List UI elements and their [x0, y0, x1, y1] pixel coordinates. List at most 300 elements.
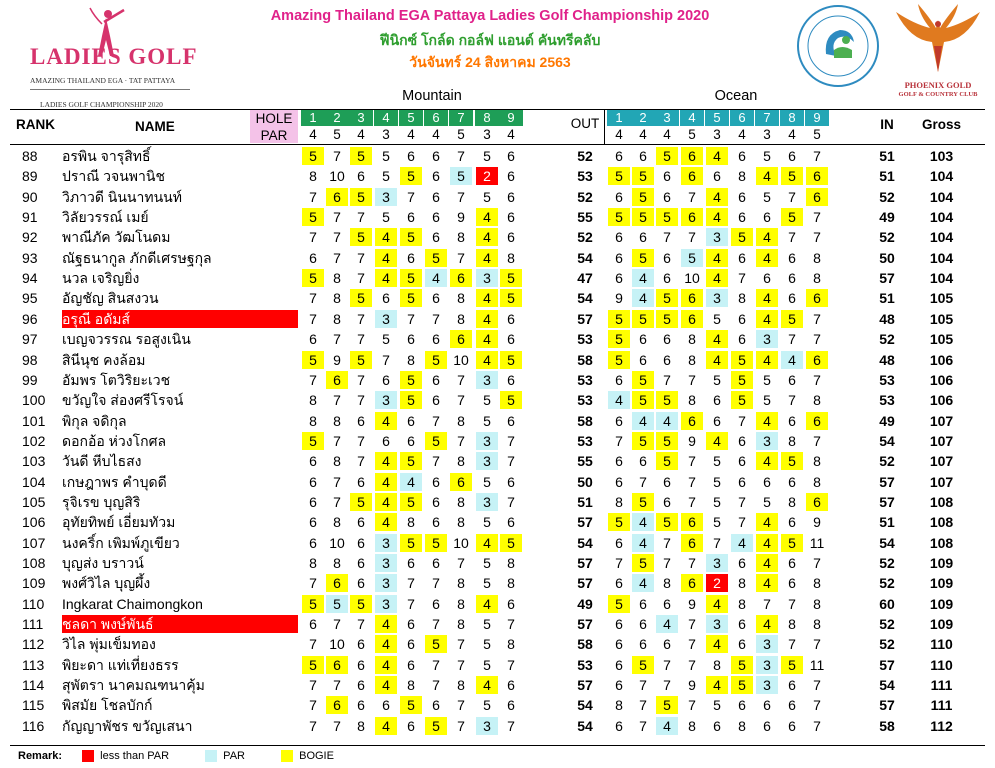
- score-back-hole-1: 8: [615, 697, 623, 714]
- score-front-hole-3: 6: [357, 575, 365, 592]
- score-front-hole-1: 6: [309, 249, 317, 266]
- player-name: เกษฎาพร คำบุดดี: [62, 473, 167, 490]
- score-front-hole-2: 7: [333, 392, 341, 409]
- score-front-hole-6: 6: [432, 473, 440, 490]
- score-front-hole-1: 5: [302, 432, 324, 450]
- score-front-hole-7: 6: [450, 330, 472, 348]
- in-total: 51: [879, 148, 895, 164]
- score-back-hole-8: 6: [788, 148, 796, 164]
- gross-total: 104: [929, 229, 954, 246]
- score-back-hole-5: 6: [713, 168, 721, 185]
- par-back: 3: [713, 127, 721, 142]
- score-back-hole-1: 6: [615, 229, 623, 246]
- gross-total: 110: [930, 636, 953, 653]
- score-back-hole-3: 5: [656, 310, 678, 328]
- score-back-hole-7: 4: [756, 554, 778, 572]
- gross-total: 109: [929, 555, 954, 571]
- score-back-hole-7: 3: [756, 656, 778, 674]
- player-name: อรุณี อดัมส์: [62, 310, 298, 328]
- gross-total: 111: [930, 697, 953, 714]
- score-back-hole-3: 5: [656, 147, 678, 165]
- score-back-hole-1: 6: [615, 677, 623, 694]
- score-front-hole-1: 6: [309, 534, 317, 551]
- score-front-hole-4: 5: [382, 331, 390, 348]
- rank-cell: 115: [22, 697, 45, 714]
- gross-total: 105: [929, 290, 954, 307]
- score-back-hole-6: 7: [738, 514, 746, 531]
- score-back-hole-2: 4: [632, 289, 654, 307]
- score-front-hole-5: 5: [400, 167, 422, 185]
- rank-cell: 112: [22, 636, 45, 653]
- gross-total: 112: [930, 717, 953, 734]
- score-front-hole-8: 5: [483, 392, 491, 409]
- table-top-rule: [10, 109, 985, 110]
- score-front-hole-9: 8: [507, 636, 515, 653]
- score-back-hole-2: 5: [632, 188, 654, 206]
- score-back-hole-9: 7: [813, 677, 821, 694]
- score-front-hole-7: 8: [457, 412, 465, 429]
- score-front-hole-6: 5: [425, 717, 447, 735]
- phoenix-gold-logo: [890, 2, 986, 102]
- score-back-hole-3: 4: [656, 717, 678, 735]
- score-back-hole-9: 7: [813, 148, 821, 164]
- score-back-hole-2: 6: [639, 148, 647, 164]
- score-front-hole-3: 7: [357, 616, 365, 633]
- score-front-hole-6: 6: [432, 392, 440, 409]
- score-back-hole-9: 7: [813, 371, 821, 388]
- score-back-hole-3: 7: [663, 656, 671, 673]
- score-back-hole-9: 7: [813, 432, 821, 449]
- score-back-hole-4: 7: [688, 371, 696, 388]
- score-back-hole-2: 6: [639, 616, 647, 633]
- score-front-hole-2: 10: [329, 534, 345, 551]
- score-back-hole-4: 9: [688, 677, 696, 694]
- score-back-hole-4: 6: [681, 289, 703, 307]
- score-back-hole-8: 6: [788, 371, 796, 388]
- score-front-hole-9: 6: [507, 412, 515, 429]
- score-back-hole-4: 6: [681, 513, 703, 531]
- score-back-hole-5: 4: [706, 147, 728, 165]
- score-front-hole-9: 6: [507, 331, 515, 348]
- score-front-hole-1: 8: [309, 392, 317, 409]
- gross-total: 104: [929, 168, 954, 185]
- score-front-hole-1: 6: [309, 493, 317, 510]
- score-front-hole-6: 7: [432, 453, 440, 470]
- score-back-hole-7: 6: [763, 697, 771, 714]
- score-front-hole-8: 5: [483, 636, 491, 653]
- hole-label: HOLE: [250, 110, 298, 127]
- in-total: 52: [879, 453, 895, 470]
- gross-total: 108: [929, 534, 954, 551]
- score-back-hole-5: 5: [713, 371, 721, 388]
- score-back-hole-8: 7: [788, 595, 796, 612]
- rank-cell: 113: [22, 656, 45, 673]
- in-total: 51: [879, 168, 895, 185]
- table-row: [0, 431, 995, 451]
- score-back-hole-5: 5: [713, 493, 721, 510]
- player-name: พิกุล จดิกุล: [62, 412, 127, 429]
- score-front-hole-9: 5: [500, 269, 522, 287]
- score-back-hole-4: 7: [688, 493, 696, 510]
- score-back-hole-4: 8: [688, 351, 696, 368]
- score-back-hole-6: 6: [738, 310, 746, 327]
- out-total: 57: [577, 575, 593, 592]
- score-front-hole-8: 3: [476, 432, 498, 450]
- score-back-hole-4: 7: [688, 656, 696, 673]
- score-back-hole-7: 4: [756, 310, 778, 328]
- table-row: [0, 553, 995, 573]
- player-name: เบญจวรรณ รอสูงเนิน: [62, 331, 191, 348]
- in-total: 57: [879, 473, 895, 490]
- score-front-hole-4: 3: [375, 574, 397, 592]
- hole-number-back: 2: [631, 110, 656, 126]
- table-row: [0, 573, 995, 593]
- score-back-hole-9: 8: [813, 575, 821, 592]
- score-back-hole-1: 6: [615, 717, 623, 734]
- score-front-hole-1: 5: [302, 147, 324, 165]
- phoenix-sub: GOLF & COUNTRY CLUB: [898, 91, 978, 98]
- score-front-hole-2: 5: [326, 595, 348, 613]
- in-total: 52: [879, 188, 895, 205]
- par-front: 5: [333, 127, 341, 142]
- score-front-hole-5: 7: [407, 595, 415, 612]
- score-back-hole-9: 11: [809, 534, 825, 551]
- table-row: [0, 472, 995, 492]
- score-back-hole-3: 5: [656, 208, 678, 226]
- out-total: 54: [577, 249, 593, 266]
- in-total: 50: [879, 249, 895, 266]
- score-front-hole-9: 6: [507, 209, 515, 226]
- gross-total: 108: [929, 493, 954, 510]
- score-front-hole-8: 4: [476, 676, 498, 694]
- score-front-hole-8: 4: [476, 330, 498, 348]
- score-front-hole-3: 6: [357, 677, 365, 694]
- score-front-hole-3: 7: [357, 432, 365, 449]
- score-back-hole-1: 6: [615, 188, 623, 205]
- score-front-hole-4: 6: [382, 371, 390, 388]
- gross-total: 110: [930, 656, 953, 673]
- score-front-hole-9: 6: [507, 148, 515, 164]
- par-front: 3: [382, 127, 390, 142]
- score-back-hole-2: 6: [639, 636, 647, 653]
- table-row: [0, 594, 995, 614]
- score-back-hole-7: 4: [756, 452, 778, 470]
- gross-total: 109: [929, 616, 954, 633]
- score-back-hole-8: 6: [788, 677, 796, 694]
- score-front-hole-8: 3: [476, 371, 498, 389]
- score-back-hole-2: 5: [632, 493, 654, 511]
- score-front-hole-5: 6: [407, 636, 415, 653]
- score-front-hole-5: 5: [400, 696, 422, 714]
- out-total: 57: [577, 514, 593, 531]
- rank-cell: 93: [22, 249, 38, 266]
- table-row: [0, 309, 995, 329]
- score-front-hole-4: 4: [375, 228, 397, 246]
- score-back-hole-5: 3: [706, 228, 728, 246]
- score-back-hole-3: 8: [663, 575, 671, 592]
- score-back-hole-9: 6: [806, 289, 828, 307]
- score-back-hole-7: 5: [763, 188, 771, 205]
- out-total: 55: [577, 209, 593, 226]
- score-front-hole-6: 6: [432, 555, 440, 571]
- score-front-hole-9: 7: [507, 616, 515, 633]
- player-name: พงศ์วิไล บุญผึ้ง: [62, 575, 151, 592]
- score-back-hole-4: 8: [688, 331, 696, 348]
- score-back-hole-8: 6: [788, 412, 796, 429]
- score-back-hole-4: 9: [688, 595, 696, 612]
- score-front-hole-9: 5: [500, 391, 522, 409]
- score-back-hole-4: 9: [688, 432, 696, 449]
- score-back-hole-4: 8: [688, 392, 696, 409]
- rank-cell: 111: [22, 616, 44, 633]
- score-front-hole-6: 5: [425, 635, 447, 653]
- score-back-hole-5: 3: [706, 289, 728, 307]
- table-row: [0, 329, 995, 349]
- score-back-hole-3: 6: [663, 168, 671, 185]
- in-total: 54: [879, 534, 895, 551]
- table-row: [0, 207, 995, 227]
- score-front-hole-7: 7: [457, 188, 465, 205]
- score-front-hole-6: 6: [432, 514, 440, 531]
- score-front-hole-6: 6: [432, 148, 440, 164]
- in-header: IN: [880, 117, 894, 132]
- score-back-hole-1: 5: [608, 351, 630, 369]
- score-front-hole-3: 7: [357, 371, 365, 388]
- score-front-hole-7: 7: [457, 717, 465, 734]
- out-total: 58: [577, 636, 593, 653]
- score-front-hole-6: 5: [425, 534, 447, 552]
- score-back-hole-1: 5: [608, 595, 630, 613]
- score-front-hole-7: 8: [457, 595, 465, 612]
- score-back-hole-3: 6: [663, 331, 671, 348]
- score-back-hole-9: 6: [806, 188, 828, 206]
- gross-total: 104: [929, 209, 954, 226]
- score-front-hole-5: 5: [400, 228, 422, 246]
- hole-number-back: 4: [680, 110, 705, 126]
- score-front-hole-6: 6: [432, 331, 440, 348]
- score-front-hole-8: 5: [483, 473, 491, 490]
- table-row: [0, 634, 995, 654]
- score-back-hole-1: 6: [615, 656, 623, 673]
- score-front-hole-7: 7: [457, 555, 465, 571]
- score-back-hole-7: 4: [756, 412, 778, 430]
- score-front-hole-5: 5: [400, 391, 422, 409]
- rank-cell: 97: [22, 331, 38, 348]
- legend-par-label: PAR: [223, 750, 245, 762]
- score-front-hole-8: 2: [476, 167, 498, 185]
- score-front-hole-3: 6: [357, 534, 365, 551]
- score-back-hole-5: 6: [713, 412, 721, 429]
- table-row: [0, 288, 995, 308]
- score-front-hole-8: 5: [483, 616, 491, 633]
- score-back-hole-7: 4: [756, 351, 778, 369]
- out-total: 54: [577, 717, 593, 734]
- score-back-hole-2: 5: [632, 167, 654, 185]
- hole-number-front: 2: [325, 110, 350, 126]
- score-front-hole-9: 6: [507, 473, 515, 490]
- score-back-hole-9: 7: [813, 331, 821, 348]
- score-front-hole-9: 8: [507, 575, 515, 592]
- score-back-hole-4: 7: [688, 555, 696, 571]
- score-front-hole-7: 8: [457, 493, 465, 510]
- rank-cell: 95: [22, 290, 38, 307]
- score-back-hole-6: 6: [738, 249, 746, 266]
- score-back-hole-1: 6: [615, 453, 623, 470]
- rank-header: RANK: [16, 117, 55, 132]
- score-back-hole-8: 6: [788, 514, 796, 531]
- score-front-hole-3: 7: [357, 209, 365, 226]
- score-front-hole-2: 7: [333, 473, 341, 490]
- score-back-hole-6: 6: [738, 636, 746, 653]
- legend-bogie-swatch: [281, 750, 293, 762]
- score-front-hole-7: 10: [453, 351, 469, 368]
- score-front-hole-6: 6: [432, 371, 440, 388]
- score-front-hole-9: 6: [507, 229, 515, 246]
- in-total: 54: [879, 677, 895, 694]
- out-total: 52: [577, 188, 593, 205]
- score-front-hole-5: 6: [407, 148, 415, 164]
- score-back-hole-9: 7: [813, 229, 821, 246]
- gross-total: 109: [929, 575, 954, 592]
- score-back-hole-2: 6: [639, 595, 647, 612]
- score-front-hole-3: 6: [357, 473, 365, 490]
- out-total: 53: [577, 331, 593, 348]
- score-front-hole-5: 6: [407, 249, 415, 266]
- score-front-hole-3: 6: [357, 636, 365, 653]
- score-front-hole-8: 5: [483, 188, 491, 205]
- score-front-hole-1: 7: [309, 575, 317, 592]
- score-front-hole-6: 6: [432, 209, 440, 226]
- score-front-hole-1: 7: [309, 310, 317, 327]
- in-total: 54: [879, 432, 895, 449]
- score-back-hole-2: 5: [632, 249, 654, 267]
- score-front-hole-2: 8: [333, 290, 341, 307]
- score-back-hole-3: 6: [663, 188, 671, 205]
- player-name: ขวัญใจ ส่องศรีโรจน์: [62, 392, 184, 409]
- score-back-hole-5: 4: [706, 330, 728, 348]
- score-back-hole-8: 5: [781, 534, 803, 552]
- score-front-hole-5: 4: [400, 473, 422, 491]
- score-front-hole-6: 6: [432, 229, 440, 246]
- rank-cell: 89: [22, 168, 38, 185]
- out-total: 57: [577, 555, 593, 571]
- player-name: ณัฐธนากูล ภักดีเศรษฐกุล: [62, 249, 212, 266]
- score-back-hole-4: 7: [688, 188, 696, 205]
- score-back-hole-4: 10: [684, 270, 700, 287]
- score-back-hole-1: 5: [608, 330, 630, 348]
- score-back-hole-8: 6: [788, 697, 796, 714]
- score-back-hole-5: 8: [713, 656, 721, 673]
- score-front-hole-5: 8: [407, 677, 415, 694]
- score-back-hole-7: 6: [763, 270, 771, 287]
- score-front-hole-3: 7: [357, 453, 365, 470]
- score-back-hole-4: 7: [688, 636, 696, 653]
- score-back-hole-5: 4: [706, 269, 728, 287]
- score-front-hole-7: 7: [457, 697, 465, 714]
- score-front-hole-8: 5: [483, 697, 491, 714]
- score-back-hole-7: 5: [763, 493, 771, 510]
- score-back-hole-8: 6: [788, 290, 796, 307]
- score-back-hole-7: 3: [756, 330, 778, 348]
- par-back: 3: [763, 127, 771, 142]
- score-front-hole-7: 7: [457, 249, 465, 266]
- score-back-hole-6: 6: [738, 453, 746, 470]
- score-back-hole-2: 4: [632, 412, 654, 430]
- score-back-hole-7: 3: [756, 432, 778, 450]
- legend-rule: [10, 745, 985, 746]
- score-back-hole-7: 3: [756, 635, 778, 653]
- logo-line2: LADIES GOLF CHAMPIONSHIP 2020: [40, 100, 163, 109]
- score-back-hole-3: 5: [656, 289, 678, 307]
- score-back-hole-1: 9: [615, 290, 623, 307]
- score-back-hole-5: 4: [706, 676, 728, 694]
- score-back-hole-9: 8: [813, 392, 821, 409]
- score-front-hole-3: 5: [350, 493, 372, 511]
- player-name: ชลดา พงษ์พันธ์: [62, 615, 298, 633]
- score-back-hole-9: 7: [813, 209, 821, 226]
- score-back-hole-7: 4: [756, 574, 778, 592]
- out-total: 57: [577, 677, 593, 694]
- score-front-hole-8: 4: [476, 310, 498, 328]
- score-front-hole-3: 7: [357, 270, 365, 287]
- name-header: NAME: [135, 119, 175, 134]
- table-header-rule: [10, 144, 985, 145]
- score-front-hole-3: 6: [357, 514, 365, 531]
- score-front-hole-1: 6: [309, 473, 317, 490]
- score-front-hole-2: 8: [333, 514, 341, 531]
- score-front-hole-8: 3: [476, 717, 498, 735]
- score-back-hole-6: 6: [738, 697, 746, 714]
- in-total: 48: [879, 310, 895, 327]
- hole-number-front: 5: [399, 110, 424, 126]
- player-name: วิภาวดี นินนาทนนท์: [62, 188, 182, 205]
- par-front: 5: [457, 127, 465, 142]
- score-back-hole-4: 6: [681, 412, 703, 430]
- score-back-hole-9: 6: [806, 351, 828, 369]
- score-back-hole-5: 2: [706, 574, 728, 592]
- score-back-hole-2: 5: [632, 310, 654, 328]
- score-back-hole-9: 7: [813, 310, 821, 327]
- score-back-hole-5: 4: [706, 208, 728, 226]
- score-back-hole-4: 6: [681, 167, 703, 185]
- score-back-hole-9: 8: [813, 249, 821, 266]
- out-total: 52: [577, 148, 593, 164]
- score-front-hole-8: 5: [483, 555, 491, 571]
- course-mountain: Mountain: [402, 88, 462, 104]
- in-total: 57: [879, 493, 895, 510]
- score-back-hole-5: 5: [713, 453, 721, 470]
- player-name: อัมพร โตวิริยะเวช: [62, 371, 171, 388]
- player-name: พาณีภัค วัฒโนดม: [62, 229, 171, 246]
- score-front-hole-9: 6: [507, 677, 515, 694]
- in-total: 53: [879, 371, 895, 388]
- out-total: 49: [577, 595, 593, 612]
- score-back-hole-2: 7: [639, 717, 647, 734]
- score-front-hole-6: 6: [432, 188, 440, 205]
- score-back-hole-8: 5: [781, 208, 803, 226]
- score-front-hole-6: 7: [432, 677, 440, 694]
- score-front-hole-5: 6: [407, 717, 415, 734]
- score-back-hole-9: 11: [809, 656, 825, 673]
- hole-number-front: 6: [424, 110, 449, 126]
- score-back-hole-6: 4: [731, 534, 753, 552]
- score-front-hole-5: 6: [407, 555, 415, 571]
- hole-number-back: 5: [705, 110, 730, 126]
- table-row: [0, 451, 995, 471]
- out-total: 47: [577, 270, 593, 287]
- score-front-hole-4: 6: [382, 697, 390, 714]
- score-back-hole-3: 4: [656, 412, 678, 430]
